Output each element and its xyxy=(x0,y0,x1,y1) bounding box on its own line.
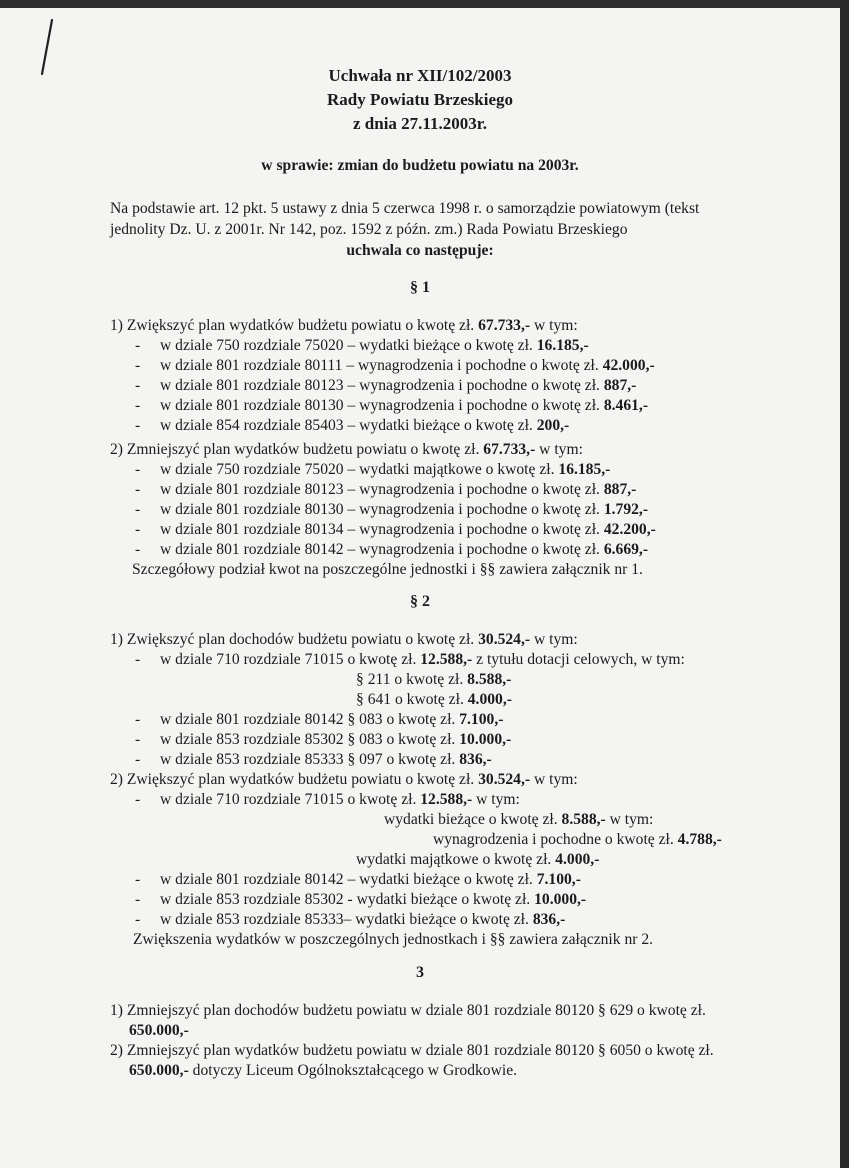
preamble-line-2: jednolity Dz. U. z 2001r. Nr 142, poz. 1592 z późn. zm.) Rada Powiatu Brzeskiego xyxy=(110,221,628,238)
s2-item1-line-85302: w dziale 853 rozdziale 85302 § 083 o kwotę zł. 10.000,- xyxy=(160,731,512,748)
s1-item1-line: w dziale 750 rozdziale 75020 – wydatki bieżące o kwotę zł. 16.185,- xyxy=(160,337,589,354)
s2-item1-bullet: - xyxy=(135,711,141,728)
s1-item2-bullet: - xyxy=(135,521,141,538)
s2-item1-bullet: - xyxy=(135,731,141,748)
section-2-heading: § 2 xyxy=(410,593,430,610)
s1-item1-bullet: - xyxy=(135,397,141,414)
s2-item2-line-85333: w dziale 853 rozdziale 85333– wydatki bieżące o kwotę zł. 836,- xyxy=(160,911,566,928)
council-name: Rady Powiatu Brzeskiego xyxy=(326,90,514,109)
s1-item1-line: w dziale 801 rozdziale 80123 – wynagrodzenia i pochodne o kwotę zł. 887,- xyxy=(160,377,637,394)
s2-item2-bullet: - xyxy=(135,891,141,908)
s2-item1-line-710: w dziale 710 rozdziale 71015 o kwotę zł. 12.588,- z tytułu dotacji celowych, w tym: xyxy=(160,651,685,668)
resolution-number: Uchwała nr XII/102/2003 xyxy=(328,66,512,85)
s1-item2-bullet: - xyxy=(135,481,141,498)
s2-note: Zwiększenia wydatków w poszczególnych jednostkach i §§ zawiera załącznik nr 2. xyxy=(133,931,654,948)
resolution-subject: w sprawie: zmian do budżetu powiatu na 2003r. xyxy=(261,157,579,174)
s1-item1-line: w dziale 801 rozdziale 80130 – wynagrodzenia i pochodne o kwotę zł. 8.461,- xyxy=(160,397,649,414)
s2-item2-line-80142: w dziale 801 rozdziale 80142 – wydatki bieżące o kwotę zł. 7.100,- xyxy=(160,871,581,888)
s1-item1-bullet: - xyxy=(135,337,141,354)
s2-item2-line-710: w dziale 710 rozdziale 71015 o kwotę zł. 12.588,- w tym: xyxy=(160,791,520,808)
s2-item1-line-85333: w dziale 853 rozdziale 85333 § 097 o kwotę zł. 836,- xyxy=(160,751,492,768)
s1-item2: 2) Zmniejszyć plan wydatków budżetu powiatu o kwotę zł. 67.733,- w tym: xyxy=(110,441,583,458)
s1-note: Szczegółowy podział kwot na poszczególne jednostki i §§ zawiera załącznik nr 1. xyxy=(132,561,643,578)
s1-item1-line: w dziale 854 rozdziale 85403 – wydatki bieżące o kwotę zł. 200,- xyxy=(160,417,570,434)
s2-item2-current: wydatki bieżące o kwotę zł. 8.588,- w tym: xyxy=(384,811,654,828)
s2-item1-line-80142: w dziale 801 rozdziale 80142 § 083 o kwotę zł. 7.100,- xyxy=(160,711,504,728)
s2-item1-sub-641: § 641 o kwotę zł. 4.000,- xyxy=(356,691,512,708)
resolution-date: z dnia 27.11.2003r. xyxy=(353,114,487,133)
s1-item2-line: w dziale 801 rozdziale 80134 – wynagrodzenia i pochodne o kwotę zł. 42.200,- xyxy=(160,521,656,538)
s2-item2-line-85302: w dziale 853 rozdziale 85302 - wydatki bieżące o kwotę zł. 10.000,- xyxy=(160,891,587,908)
s2-item2-bullet: - xyxy=(135,871,141,888)
s2-item1-bullet: - xyxy=(135,751,141,768)
s1-item1: 1) Zwiększyć plan wydatków budżetu powiatu o kwotę zł. 67.733,- w tym: xyxy=(110,317,578,334)
s2-item1-sub-211: § 211 o kwotę zł. 8.588,- xyxy=(356,671,512,688)
s1-item1-bullet: - xyxy=(135,357,141,374)
s1-item2-line: w dziale 801 rozdziale 80142 – wynagrodzenia i pochodne o kwotę zł. 6.669,- xyxy=(160,541,649,558)
preamble-line-3: uchwala co następuje: xyxy=(346,242,494,259)
s1-item2-bullet: - xyxy=(135,501,141,518)
s2-item2-wages: wynagrodzenia i pochodne o kwotę zł. 4.788,- xyxy=(433,831,722,848)
s1-item2-bullet: - xyxy=(135,461,141,478)
scan-top-edge xyxy=(0,0,849,8)
s1-item2-line: w dziale 750 rozdziale 75020 – wydatki majątkowe o kwotę zł. 16.185,- xyxy=(160,461,611,478)
s3-item2-line: 2) Zmniejszyć plan wydatków budżetu powiatu w dziale 801 rozdziale 80120 § 6050 o kwotę zł. xyxy=(110,1042,714,1059)
s1-item2-line: w dziale 801 rozdziale 80130 – wynagrodzenia i pochodne o kwotę zł. 1.792,- xyxy=(160,501,649,518)
s2-item1-bullet: - xyxy=(135,651,141,668)
s2-item2-bullet: - xyxy=(135,911,141,928)
section-3-heading: 3 xyxy=(416,964,424,981)
s3-item2-amount: 650.000,- dotyczy Liceum Ogólnokształcącego w Grodkowie. xyxy=(129,1062,518,1079)
scan-right-edge xyxy=(840,0,849,1168)
s1-item2-line: w dziale 801 rozdziale 80123 – wynagrodzenia i pochodne o kwotę zł. 887,- xyxy=(160,481,637,498)
s2-item2-bullet: - xyxy=(135,791,141,808)
s3-item1-amount: 650.000,- xyxy=(129,1022,189,1039)
s2-item2-capital: wydatki majątkowe o kwotę zł. 4.000,- xyxy=(356,851,600,868)
section-1-heading: § 1 xyxy=(410,279,430,296)
s1-item1-line: w dziale 801 rozdziale 80111 – wynagrodzenia i pochodne o kwotę zł. 42.000,- xyxy=(160,357,655,374)
s2-item2: 2) Zwiększyć plan wydatków budżetu powiatu o kwotę zł. 30.524,- w tym: xyxy=(110,771,578,788)
s2-item1: 1) Zwiększyć plan dochodów budżetu powiatu o kwotę zł. 30.524,- w tym: xyxy=(110,631,578,648)
s1-item1-bullet: - xyxy=(135,417,141,434)
preamble-line-1: Na podstawie art. 12 pkt. 5 ustawy z dnia 5 czerwca 1998 r. o samorządzie powiatowym (tekst xyxy=(110,200,700,217)
document-page xyxy=(0,8,840,1168)
s3-item1-line: 1) Zmniejszyć plan dochodów budżetu powiatu w dziale 801 rozdziale 80120 § 629 o kwotę zł. xyxy=(110,1002,706,1019)
s1-item1-bullet: - xyxy=(135,377,141,394)
s1-item2-bullet: - xyxy=(135,541,141,558)
